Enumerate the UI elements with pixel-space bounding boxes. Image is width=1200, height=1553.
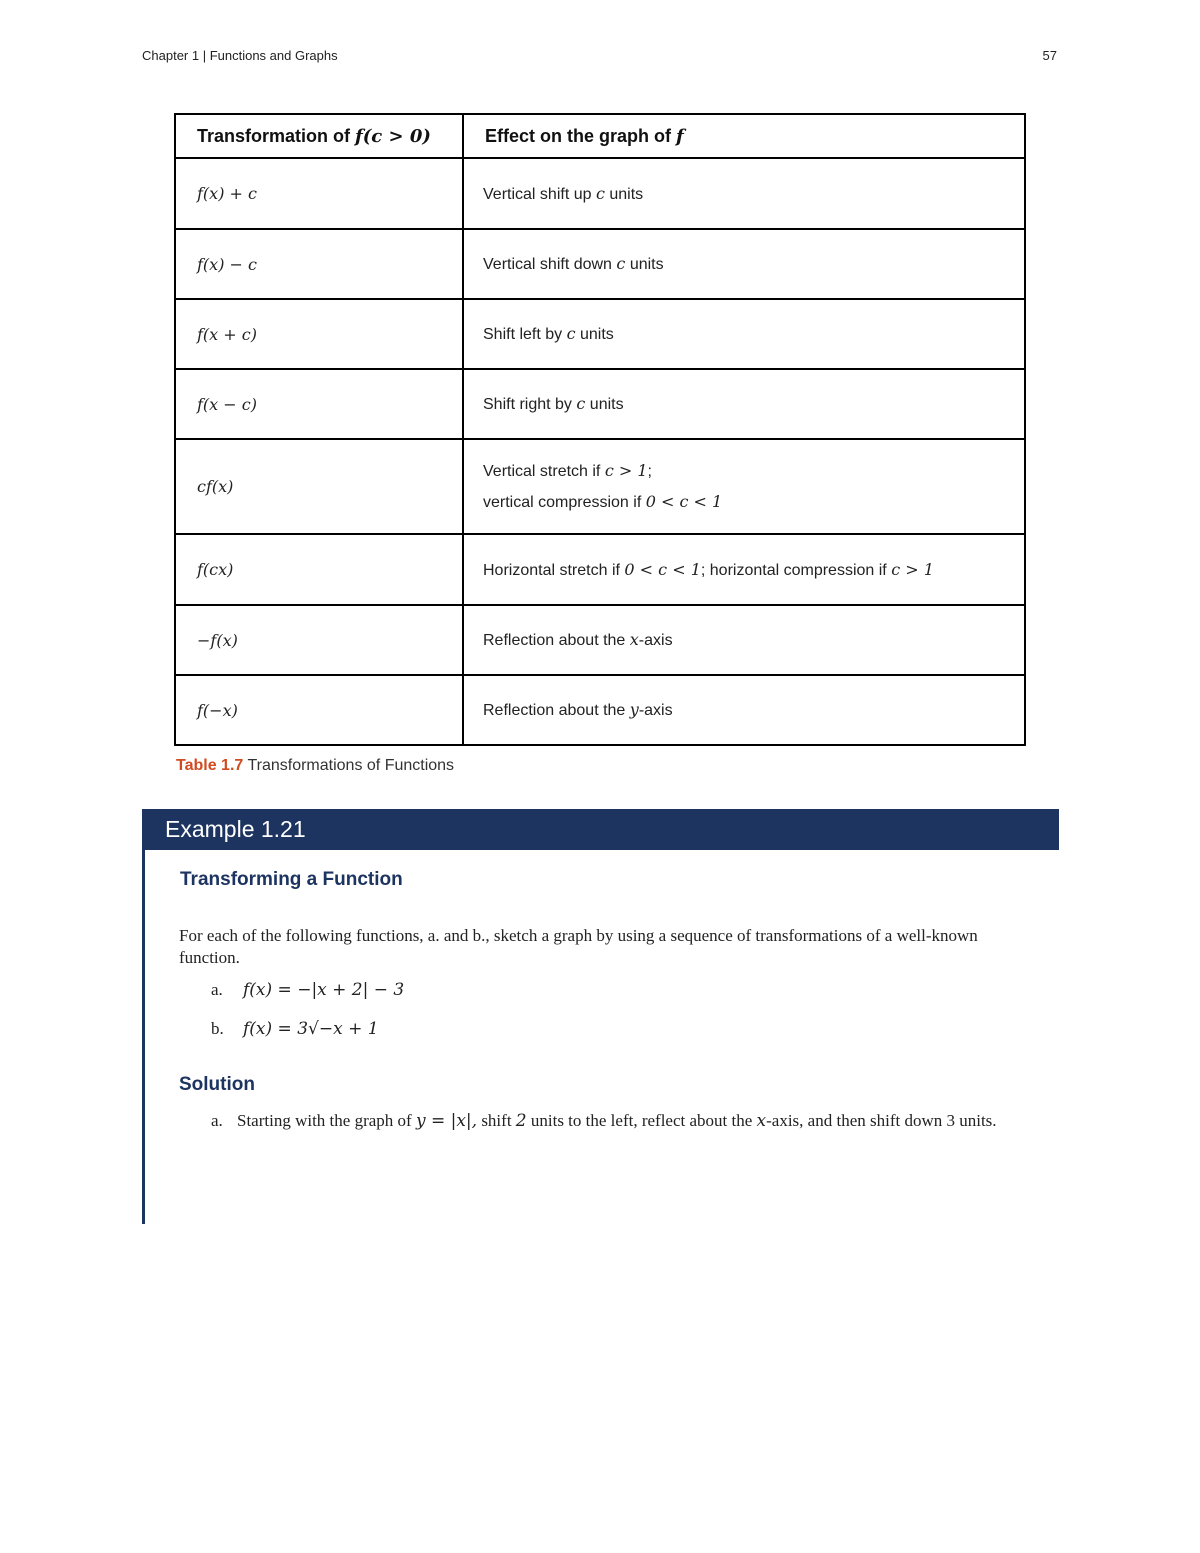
effect-cell [463, 369, 1025, 439]
table-header-row [175, 114, 1025, 158]
table-row [175, 605, 1025, 675]
running-header [142, 48, 1057, 63]
table-caption [176, 757, 454, 775]
effect-text: Shift right by [483, 396, 577, 413]
list-marker: a. [211, 1111, 223, 1130]
effect-cell [463, 605, 1025, 675]
effect-text: ; [647, 462, 652, 480]
effect-cell [463, 675, 1025, 745]
col1-header-math: f(c > 0) [355, 125, 431, 147]
effect-text: Shift left by [483, 326, 567, 343]
effect-text: Reflection about the [483, 702, 630, 719]
effect-math: c [595, 183, 605, 203]
page-number: 57 [1042, 48, 1057, 63]
effect-math: x [629, 630, 639, 649]
solution-math: x [756, 1111, 767, 1131]
solution-title: Solution [179, 1074, 255, 1095]
solution-text: units to the left, reflect about the [526, 1111, 757, 1130]
example-header-bar [142, 809, 1059, 850]
example-prompt: For each of the following functions, a. and b., sketch a graph by using a sequence of transformations of a well-known function. [179, 926, 978, 967]
table-row [175, 229, 1025, 299]
effect-text: vertical compression if [483, 493, 646, 511]
effect-math: 0 < c < 1 [645, 491, 723, 511]
caption-text: Transformations of Functions [243, 757, 455, 774]
effect-text: -axis [638, 702, 673, 719]
effect-math: c [616, 254, 626, 273]
effect-math: c > 1 [604, 460, 648, 480]
transformations-table [174, 113, 1026, 746]
list-item [211, 1019, 379, 1039]
effect-math: 0 < c < 1 [624, 559, 701, 579]
table-row [175, 158, 1025, 229]
effect-text: Horizontal stretch if [483, 561, 625, 579]
solution-math: 2 [515, 1111, 527, 1131]
solution-text: -axis, and then shift down 3 units. [766, 1111, 997, 1130]
effect-cell [463, 439, 1025, 534]
list-marker: b. [211, 1019, 224, 1038]
transform-cell: f(x) − c [175, 229, 463, 299]
list-item [211, 980, 404, 1000]
table-row [175, 439, 1025, 534]
example-heading: Example 1.21 [165, 816, 306, 842]
transform-cell: f(x + c) [175, 299, 463, 369]
col2-header [463, 114, 1025, 158]
effect-math: c [566, 324, 576, 343]
effect-text: ; horizontal compression if [700, 561, 892, 579]
effect-cell [463, 534, 1025, 605]
list-expression: f(x) = 3√−x + 1 [243, 1019, 379, 1039]
effect-cell [463, 299, 1025, 369]
effect-text: units [604, 185, 644, 203]
effect-math: c [576, 394, 586, 413]
transform-cell: f(cx) [175, 534, 463, 605]
example-title: Transforming a Function [180, 869, 403, 890]
col2-header-math: f [676, 125, 684, 147]
transform-cell: f(x) + c [175, 158, 463, 229]
transform-cell: f(−x) [175, 675, 463, 745]
effect-text: Vertical shift down [483, 256, 617, 273]
effect-math: c > 1 [891, 559, 934, 579]
table-row [175, 299, 1025, 369]
table-row [175, 369, 1025, 439]
solution-math: y = |x|, [415, 1111, 478, 1131]
effect-text: -axis [638, 632, 673, 649]
effect-cell [463, 229, 1025, 299]
caption-label: Table 1.7 [176, 757, 244, 774]
effect-line [483, 487, 1024, 518]
list-expression: f(x) = −|x + 2| − 3 [243, 980, 405, 1000]
solution-text: Starting with the graph of [237, 1111, 416, 1130]
table-row [175, 675, 1025, 745]
effect-line [483, 456, 1024, 487]
solution-item [211, 1106, 1041, 1136]
transform-cell: −f(x) [175, 605, 463, 675]
list-marker: a. [211, 980, 223, 999]
effect-text: units [625, 256, 664, 273]
effect-text: Reflection about the [483, 632, 630, 649]
col1-header-text: Transformation of [197, 125, 356, 146]
transform-cell: f(x − c) [175, 369, 463, 439]
effect-text: Vertical stretch if [483, 462, 605, 480]
effect-cell [463, 158, 1025, 229]
example-left-rule [142, 850, 145, 1224]
solution-text: shift [477, 1111, 516, 1130]
effect-text: units [585, 396, 624, 413]
table-row [175, 534, 1025, 605]
col2-header-text: Effect on the graph of [485, 125, 676, 146]
effect-text: Vertical shift up [483, 185, 596, 203]
effect-text: units [575, 326, 614, 343]
transform-cell: cf(x) [175, 439, 463, 534]
col1-header [175, 114, 463, 158]
effect-math: y [629, 700, 639, 719]
running-title: Chapter 1 | Functions and Graphs [142, 48, 338, 63]
